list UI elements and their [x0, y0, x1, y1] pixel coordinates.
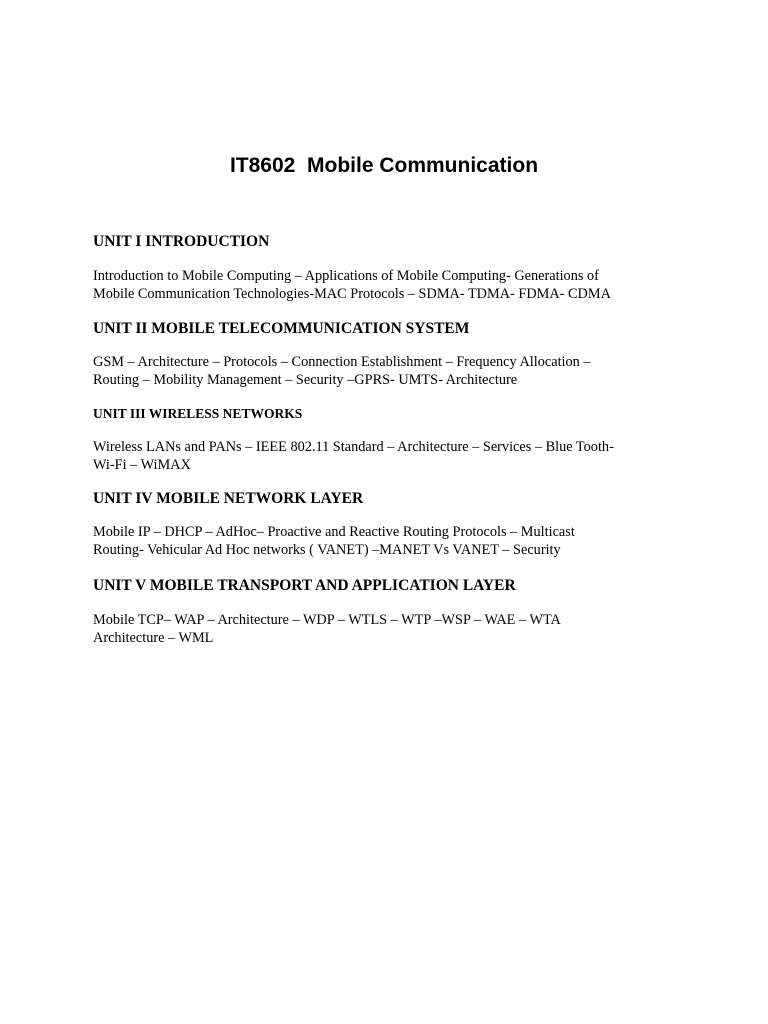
page-title: IT8602 Mobile Communication: [229, 154, 539, 177]
unit-3-line-1: Wireless LANs and PANs – IEEE 802.11 Standard – Architecture – Services – Blue Tooth-: [93, 439, 614, 455]
unit-3-line-2: Wi-Fi – WiMAX: [93, 457, 191, 473]
unit-2-description: [93, 353, 693, 389]
unit-1-heading: UNIT I INTRODUCTION: [93, 233, 270, 250]
unit-2-line-1: GSM – Architecture – Protocols – Connection Establishment – Frequency Allocation –: [93, 354, 591, 370]
unit-4-heading: UNIT IV MOBILE NETWORK LAYER: [93, 490, 364, 507]
unit-4-line-1: Mobile IP – DHCP – AdHoc– Proactive and Reactive Routing Protocols – Multicast: [93, 524, 575, 540]
unit-4-description: [93, 523, 693, 559]
unit-5-line-1: Mobile TCP– WAP – Architecture – WDP – WTLS – WTP –WSP – WAE – WTA: [93, 612, 561, 628]
unit-1-line-2: Mobile Communication Technologies-MAC Protocols – SDMA- TDMA- FDMA- CDMA: [93, 286, 611, 302]
unit-4-line-2: Routing- Vehicular Ad Hoc networks ( VANET) –MANET Vs VANET – Security: [93, 542, 561, 558]
unit-2-line-2: Routing – Mobility Management – Security –GPRS- UMTS- Architecture: [93, 372, 518, 388]
unit-5-description: [93, 611, 693, 647]
unit-3-description: [93, 438, 693, 474]
unit-2-heading: UNIT II MOBILE TELECOMMUNICATION SYSTEM: [93, 320, 470, 337]
unit-3-heading: UNIT III WIRELESS NETWORKS: [93, 406, 303, 421]
unit-5-line-2: Architecture – WML: [93, 630, 214, 646]
unit-1-description: [93, 267, 693, 303]
unit-5-heading: UNIT V MOBILE TRANSPORT AND APPLICATION LAYER: [93, 577, 516, 594]
unit-1-line-1: Introduction to Mobile Computing – Applications of Mobile Computing- Generations of: [93, 268, 599, 284]
